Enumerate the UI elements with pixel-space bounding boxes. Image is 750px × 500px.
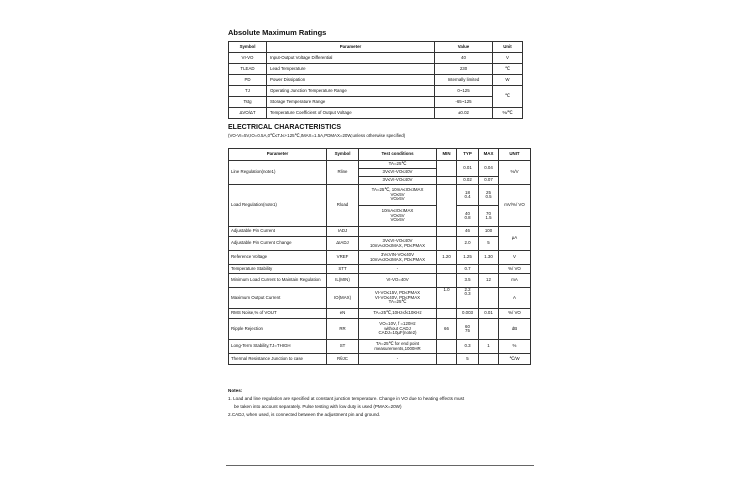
typ-value: 0.8 [464,215,471,220]
cell-max [479,265,499,274]
note-1: 1. Load and line regulation are specified at constant junction temperature. Change in VO due to heating effects must [228,396,465,401]
cell-parameter: Adjustable Pin Current Change [229,237,327,251]
cell-typ: 1.25 [457,251,479,265]
cell-parameter: Temperature Coefficient of Output Voltage [267,108,435,119]
table-row [229,274,531,288]
cell-max: 0.07 [479,177,499,185]
table-row [229,75,523,86]
condition-line: TA=25℃, 10mA≤IO≤IMAX [371,187,424,193]
cell-min: 1.20 [437,251,457,265]
cell-parameter: Power Dissipation [267,75,435,86]
header-parameter: Parameter [229,149,327,161]
table-row [229,288,531,309]
table-row [229,53,523,64]
cell-symbol: TLEAD [229,64,267,75]
max-value: 70 [486,210,491,216]
cell-min: 1.0 [437,288,457,309]
cell-symbol: Rload [327,185,359,227]
table-row [229,309,531,319]
table-header-row [229,42,523,53]
condition-line: VO≥5V [390,196,405,202]
cell-symbol: STT [327,265,359,274]
cell-max: 5 [479,237,499,251]
table-row [229,354,531,365]
cell-condition [359,251,437,265]
cell-parameter: Thermal Resistance Junction to case [229,354,327,365]
cell-typ: 0.003 [457,309,479,319]
cell-unit: %/V [499,161,531,185]
cell-parameter: Ripple Rejection [229,319,327,340]
cell-min [437,161,457,177]
cell-unit: µA [499,227,531,251]
cell-symbol: VI-VO [229,53,267,64]
cell-condition [359,340,437,354]
cell-parameter: Reference Voltage [229,251,327,265]
cell-condition: VI-VO=40V [359,274,437,288]
note-2: 2.CADJ, when used, is connected between the adjustment pin and ground. [228,412,381,417]
cell-symbol: VREF [327,251,359,265]
cell-max [479,288,499,309]
notes-title: Notes: [228,388,243,393]
max-value: 1.5 [485,215,492,220]
cell-typ: 5 [457,354,479,365]
table-row [229,108,523,119]
cell-typ [457,288,479,309]
table-row [229,340,531,354]
cell-value: Internally limited [435,75,493,86]
condition-line: 10mA≤IO≤IMAX, PD≤PMAX [369,242,426,248]
cell-min [437,177,457,185]
header-max: MAX [479,149,499,161]
condition-line: 3V≤VI-VO≤40V [382,238,413,244]
cell-condition [359,237,437,251]
typ-value: 2.2 [464,287,471,292]
abs-max-title: Absolute Maximum Ratings [228,28,327,37]
typ-value: 60 [465,323,470,329]
condition-line: TA=25℃ for end point [375,341,420,347]
typ-value: 18 [465,189,470,195]
max-value: 0.5 [485,194,492,199]
cell-max [479,319,499,340]
cell-symbol: Tstg [229,97,267,108]
typ-value: 40 [465,210,470,216]
condition-line: measurements,1000HR [374,345,421,351]
condition-line: VO=10V, f =120Hz [379,321,416,327]
cell-symbol: ΔIADJ [327,237,359,251]
cell-unit: %/ VO [499,265,531,274]
cell-typ: 0.7 [457,265,479,274]
cell-value: 230 [435,64,493,75]
header-min: MIN [437,149,457,161]
typ-value: 75 [465,328,470,333]
cell-max: 12 [479,274,499,288]
cell-max: 100 [479,227,499,237]
cell-parameter: Line Regulation(note1) [229,161,327,185]
header-test-conditions: Test conditions [359,149,437,161]
condition-line: 10mA≤IO≤IMAX, PD≤PMAX [369,256,426,262]
cell-parameter: Adjustable Pin Current [229,227,327,237]
table-row [229,86,523,97]
cell-value: 0~125 [435,86,493,97]
cell-typ: 2.0 [457,237,479,251]
cell-symbol: IL(MIN) [327,274,359,288]
cell-unit: V [499,251,531,265]
cell-unit: W [493,75,523,86]
condition-line: TA=25℃ [388,299,407,305]
condition-line: CADJ=10µF(note2) [378,330,417,336]
cell-parameter: Operating Junction Temperature Range [267,86,435,97]
cell-max: 1 [479,340,499,354]
header-value: Value [435,42,493,53]
cell-typ: 0.01 [457,161,479,177]
condition-line: 10mA≤IO≤IMAX [381,208,414,214]
cell-parameter: Minimum Load Current to Maintain Regulation [229,274,327,288]
condition-line: VO≤5V [390,212,405,218]
condition-line: VO≤5V [390,191,405,197]
cell-parameter: Temperature Stability [229,265,327,274]
cell-condition [359,206,437,227]
cell-condition: - [359,354,437,365]
cell-min: 66 [437,319,457,340]
cell-min [437,340,457,354]
cell-typ: 0.3 [457,340,479,354]
cell-max: 0.01 [479,309,499,319]
cell-condition: TA=25℃,10Hz≤f≤10KHz [359,309,437,319]
cell-typ [457,185,479,206]
cell-parameter: Load Regulation(note1) [229,185,327,227]
cell-condition [359,185,437,206]
notes-section [228,387,548,419]
cell-parameter: RMS Noise,% of VOUT [229,309,327,319]
cell-typ: 3.5 [457,274,479,288]
header-symbol: Symbol [229,42,267,53]
max-value: 25 [486,189,491,195]
cell-parameter: Lead Temperature [267,64,435,75]
cell-max: 1.30 [479,251,499,265]
cell-symbol: PD [229,75,267,86]
cell-parameter: Storage Temperature Range [267,97,435,108]
cell-value: -65~125 [435,97,493,108]
cell-max: 0.04 [479,161,499,177]
cell-unit: %/℃ [493,108,523,119]
abs-max-table [228,41,523,119]
cell-condition: 3V≤VI-VO≤40V [359,169,437,177]
cell-symbol: TJ [229,86,267,97]
cell-condition: 3V≤VI-VO≤40V [359,177,437,185]
cell-min [437,227,457,237]
cell-symbol: eN [327,309,359,319]
condition-line: VI-VO≤40V, PD≤PMAX [374,294,421,300]
cell-symbol: ΔVO/ΔT [229,108,267,119]
table-row [229,251,531,265]
cell-unit: %/ VO [499,309,531,319]
condition-line: without CADJ [384,325,411,331]
table-row [229,265,531,274]
cell-min [437,185,457,227]
header-unit: UNIT [499,149,531,161]
cell-typ: 0.02 [457,177,479,185]
cell-symbol: RR [327,319,359,340]
table-row [229,161,531,169]
cell-value: ±0.02 [435,108,493,119]
cell-min [437,237,457,251]
cell-unit: % [499,340,531,354]
footer-divider [226,465,534,466]
cell-unit: ℃ [493,64,523,75]
table-row [229,97,523,108]
table-row [229,64,523,75]
cell-typ: 46 [457,227,479,237]
header-symbol: Symbol [327,149,359,161]
cell-condition [359,288,437,309]
table-row [229,319,531,340]
cell-max [479,206,499,227]
cell-max [479,354,499,365]
cell-symbol: RθJC [327,354,359,365]
cell-unit: mV/%/ VO [499,185,531,227]
cell-max [479,185,499,206]
table-row [229,237,531,251]
condition-line: VI-VO≤15V, PD≤PMAX [374,290,421,296]
cell-unit: mA [499,274,531,288]
cell-min [437,265,457,274]
cell-typ [457,206,479,227]
cell-condition [359,227,437,237]
table-row [229,185,531,206]
cell-symbol: Rline [327,161,359,185]
cell-unit: dB [499,319,531,340]
cell-value: 40 [435,53,493,64]
cell-symbol: ST [327,340,359,354]
cell-typ [457,319,479,340]
cell-unit: ℃ [493,86,523,108]
test-conditions-note: (VO-VI=5V,IO=0.5A,0℃≤TJ≤+125℃,IMAX=1.5A,PDMAX=20W,unless otherwise specified) [228,133,406,138]
header-typ: TYP [457,149,479,161]
typ-value: 0.3 [464,291,471,297]
condition-line: VO≥5V [390,217,405,223]
cell-parameter: Long-Term Stability,TJ=THIGH [229,340,327,354]
elec-title: ELECTRICAL CHARACTERISTICS [228,124,342,131]
cell-unit: ℃/W [499,354,531,365]
cell-condition: - [359,265,437,274]
table-row [229,227,531,237]
cell-unit: A [499,288,531,309]
cell-min [437,309,457,319]
cell-symbol: IO(MAX) [327,288,359,309]
cell-min [437,354,457,365]
cell-unit: V [493,53,523,64]
cell-condition: TA=25℃ [359,161,437,169]
electrical-characteristics-table [228,148,531,365]
table-header-row [229,149,531,161]
cell-condition [359,319,437,340]
cell-parameter: Input-Output Voltage Differential [267,53,435,64]
note-1-continued: be taken into account separately. Pulse testing with low duty is used (PMAX=20W) [234,404,402,409]
header-unit: Unit [493,42,523,53]
condition-line: 3V≤VIN-VO≤40V [380,252,415,258]
cell-symbol: IADJ [327,227,359,237]
cell-parameter: Maximum Output Current [229,288,327,309]
header-parameter: Parameter [267,42,435,53]
cell-min [437,274,457,288]
typ-value: 0.4 [464,194,471,199]
